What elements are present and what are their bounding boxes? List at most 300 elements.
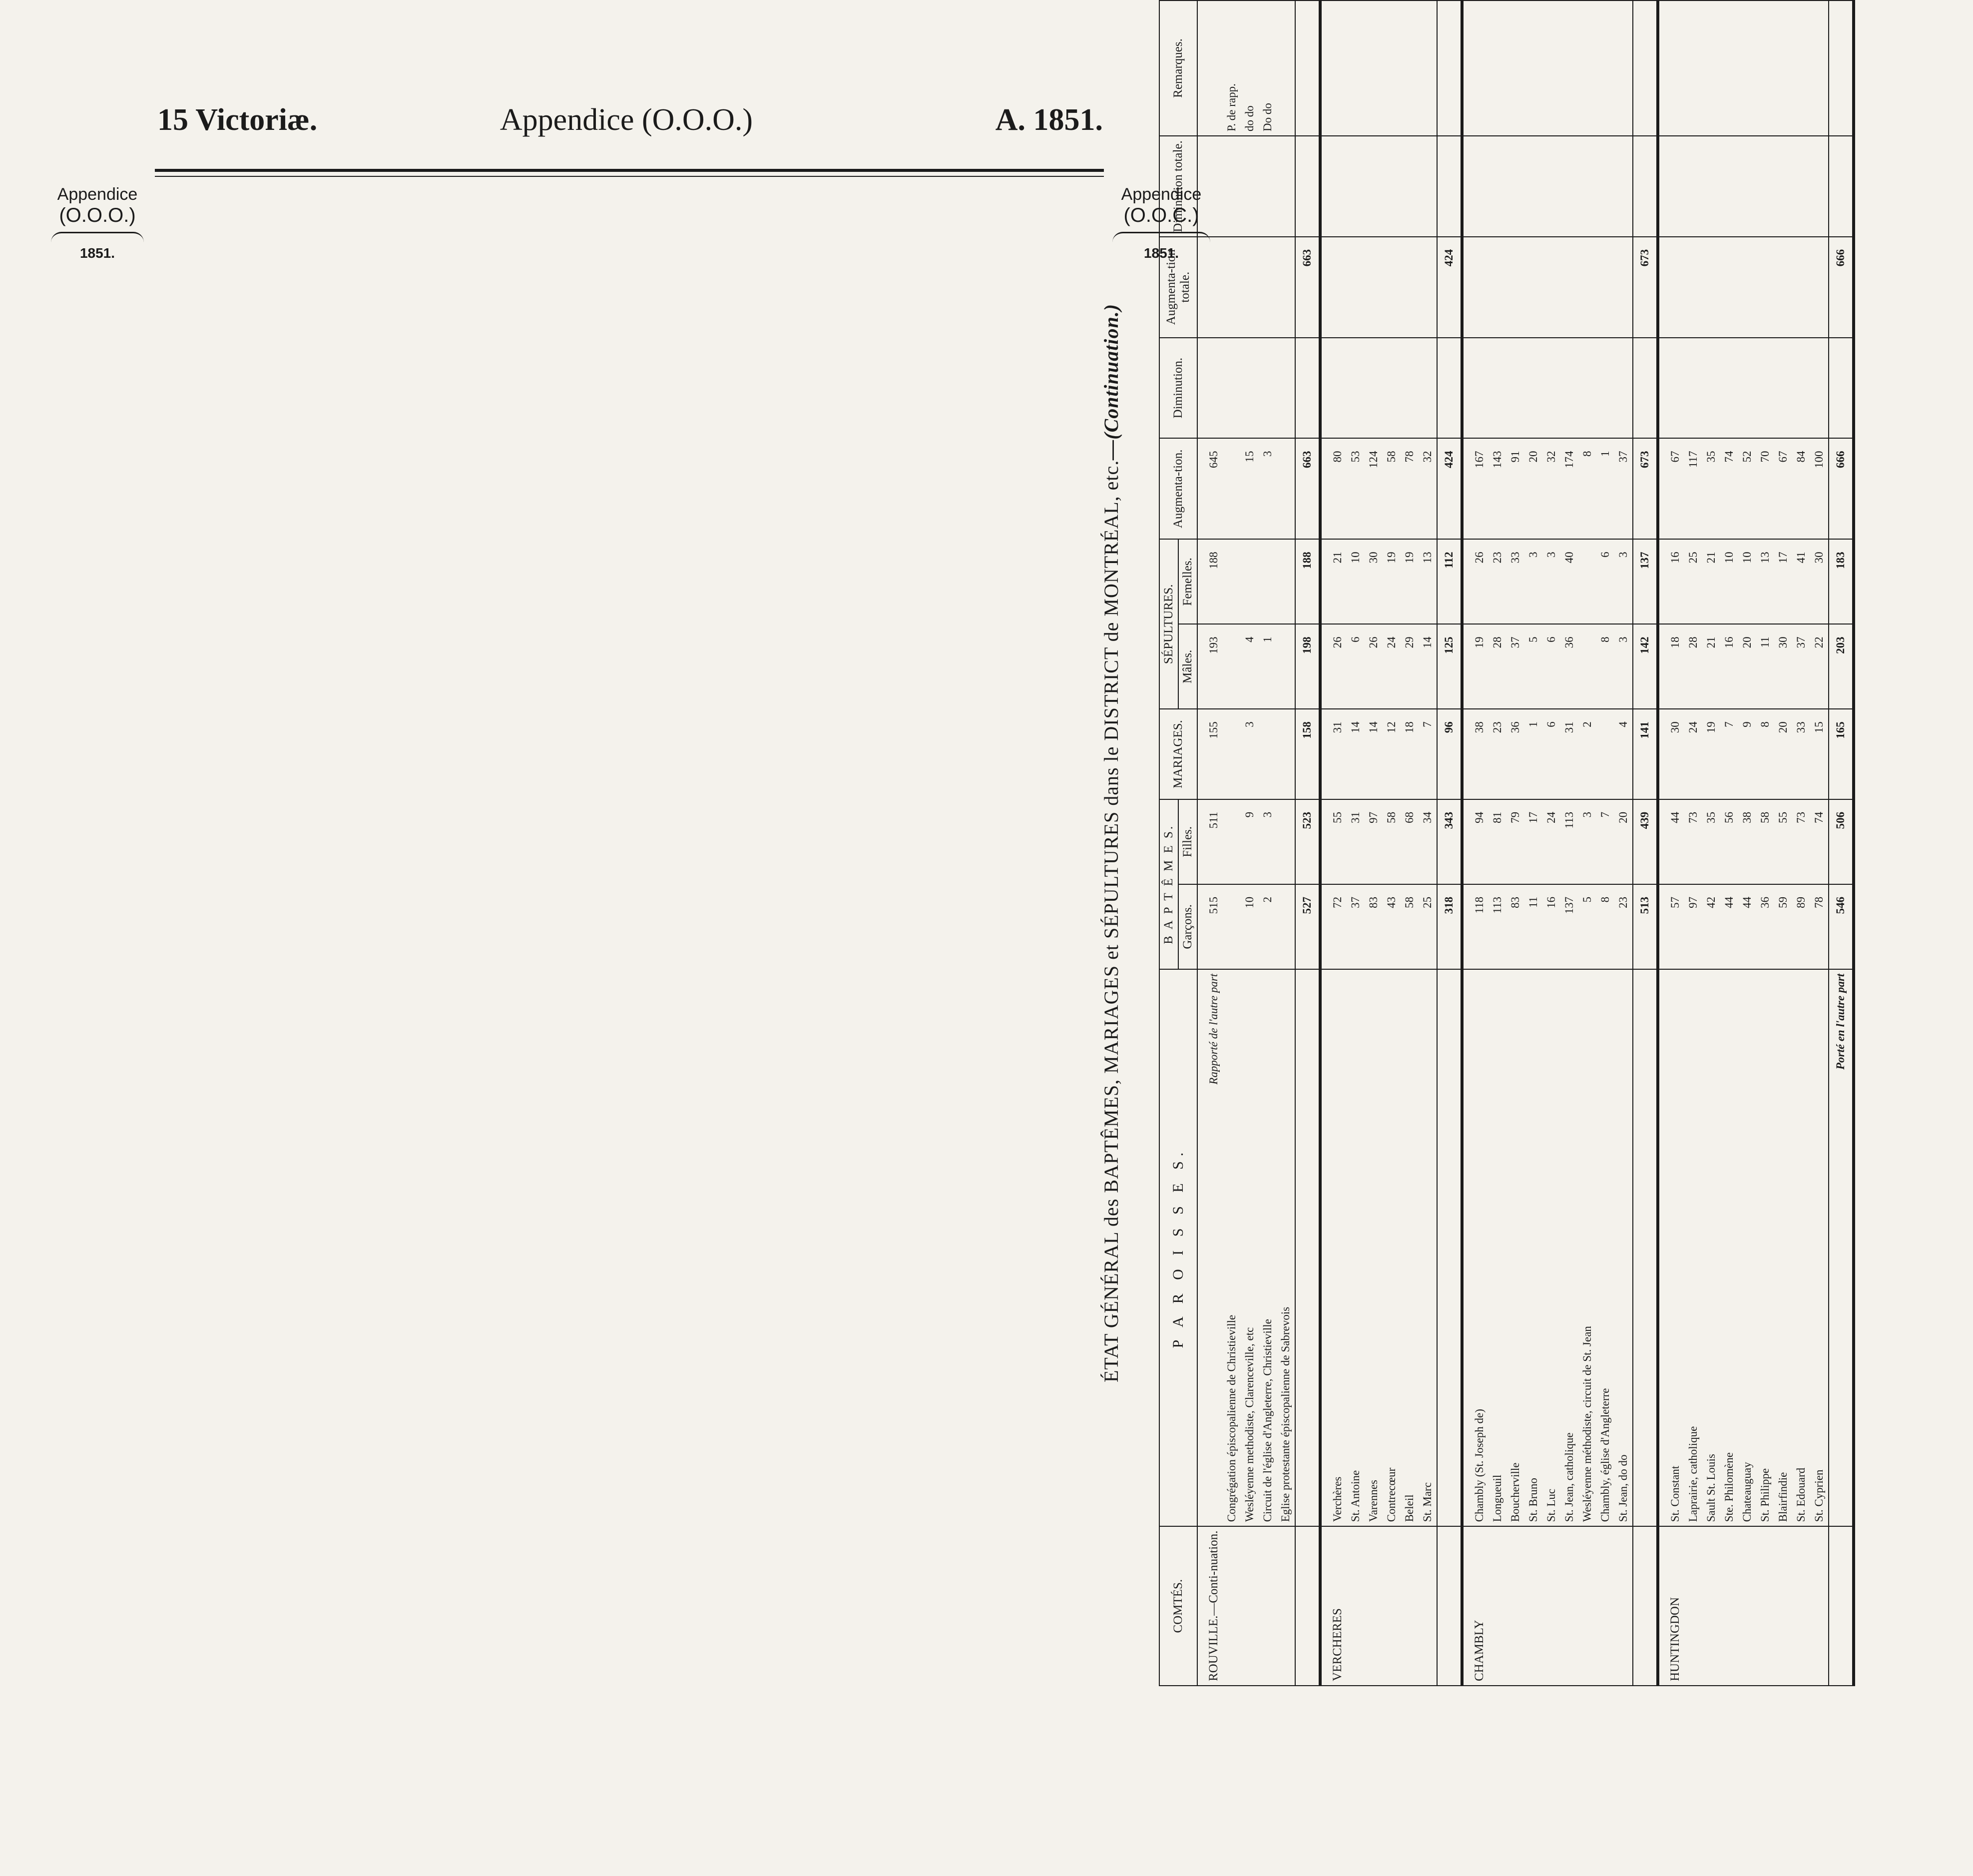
remark-cell: do do — [1241, 0, 1259, 136]
value-cell-dt — [1419, 136, 1437, 237]
county-cell — [1419, 1526, 1437, 1686]
value-cell-ma: 26 — [1365, 624, 1383, 709]
value-cell-fe: 3 — [1542, 539, 1560, 624]
value-cell-g: 2 — [1259, 884, 1277, 969]
value-cell-f: 97 — [1365, 799, 1383, 884]
table-row — [1401, 0, 1419, 1686]
table-row — [1756, 0, 1774, 1686]
county-cell: ROUVILLE.—Conti-nuation. — [1197, 1526, 1223, 1686]
value-cell-ma: 6 — [1542, 624, 1560, 709]
subtotal-cell-m: 165 — [1829, 709, 1854, 799]
county-cell — [1524, 1526, 1542, 1686]
subtotal-label-cell — [1633, 969, 1658, 1526]
value-cell-dt — [1277, 136, 1295, 237]
value-cell-au: 91 — [1506, 439, 1524, 540]
col-mariages: MARIAGES. — [1159, 709, 1197, 799]
table-body — [1197, 0, 1854, 1686]
value-cell-at — [1277, 237, 1295, 338]
margin-note-left — [45, 185, 150, 261]
col-males: Mâles. — [1178, 624, 1197, 709]
value-cell-di — [1419, 338, 1437, 439]
value-cell-fe: 21 — [1320, 539, 1347, 624]
value-cell-g: 37 — [1347, 884, 1365, 969]
value-cell-au: 67 — [1658, 439, 1684, 540]
value-cell-fe: 13 — [1419, 539, 1437, 624]
value-cell-at — [1810, 237, 1829, 338]
subtotal-cell-di — [1633, 338, 1658, 439]
subtotal-cell-ma: 142 — [1633, 624, 1658, 709]
value-cell-m: 155 — [1197, 709, 1223, 799]
value-cell-di — [1614, 338, 1633, 439]
value-cell-g: 23 — [1614, 884, 1633, 969]
subtotal-label-cell: Porté en l'autre part — [1829, 969, 1854, 1526]
value-cell-fe: 19 — [1401, 539, 1419, 624]
value-cell-m: 15 — [1810, 709, 1829, 799]
value-cell-at — [1320, 237, 1347, 338]
subtotal-cell-m: 141 — [1633, 709, 1658, 799]
value-cell-at — [1560, 237, 1578, 338]
table-row — [1347, 0, 1365, 1686]
value-cell-g: 58 — [1401, 884, 1419, 969]
value-cell-dt — [1223, 136, 1241, 237]
subtotal-cell-au: 663 — [1295, 439, 1320, 540]
parish-cell: St. Jean, do do — [1614, 969, 1633, 1526]
value-cell-au: 645 — [1197, 439, 1223, 540]
col-remarques: Remarques. — [1159, 0, 1197, 136]
subtotal-cell-at: 666 — [1829, 237, 1854, 338]
value-cell-f: 55 — [1320, 799, 1347, 884]
value-cell-at — [1702, 237, 1720, 338]
value-cell-au: 8 — [1578, 439, 1596, 540]
value-cell-at — [1419, 237, 1437, 338]
value-cell-dt — [1488, 136, 1506, 237]
value-cell-f — [1223, 799, 1241, 884]
value-cell-f: 68 — [1401, 799, 1419, 884]
value-cell-au: 35 — [1702, 439, 1720, 540]
value-cell-dt — [1756, 136, 1774, 237]
county-cell — [1488, 1526, 1506, 1686]
value-cell-at — [1401, 237, 1419, 338]
subtotal-cell-g: 513 — [1633, 884, 1658, 969]
subtotal-cell-m: 96 — [1437, 709, 1462, 799]
county-cell — [1792, 1526, 1810, 1686]
table-row — [1614, 0, 1633, 1686]
value-cell-di — [1578, 338, 1596, 439]
margin-right-line1: Appendice — [1121, 185, 1202, 204]
value-cell-g: 97 — [1684, 884, 1702, 969]
value-cell-at — [1506, 237, 1524, 338]
value-cell-f: 35 — [1702, 799, 1720, 884]
value-cell-f: 38 — [1738, 799, 1756, 884]
value-cell-ma: 29 — [1401, 624, 1419, 709]
value-cell-au: 15 — [1241, 439, 1259, 540]
value-cell-ma — [1578, 624, 1596, 709]
value-cell-m — [1277, 709, 1295, 799]
subtotal-cell-ma: 203 — [1829, 624, 1854, 709]
value-cell-ma: 36 — [1560, 624, 1578, 709]
value-cell-ma: 26 — [1320, 624, 1347, 709]
value-cell-di — [1542, 338, 1560, 439]
table-wrapper — [1159, 0, 1973, 1686]
value-cell-f: 3 — [1259, 799, 1277, 884]
value-cell-au: 84 — [1792, 439, 1810, 540]
value-cell-ma: 6 — [1347, 624, 1365, 709]
subtotal-cell-fe: 112 — [1437, 539, 1462, 624]
subtotal-cell-at: 424 — [1437, 237, 1462, 338]
value-cell-dt — [1810, 136, 1829, 237]
value-cell-au: 32 — [1419, 439, 1437, 540]
table-row — [1524, 0, 1542, 1686]
value-cell-m: 14 — [1365, 709, 1383, 799]
value-cell-m — [1259, 709, 1277, 799]
margin-left-brace — [51, 232, 144, 242]
remark-cell — [1720, 0, 1738, 136]
table-row — [1702, 0, 1720, 1686]
value-cell-dt — [1560, 136, 1578, 237]
value-cell-dt — [1792, 136, 1810, 237]
subtotal-cell-dt — [1633, 136, 1658, 237]
value-cell-ma: 24 — [1383, 624, 1401, 709]
value-cell-f: 55 — [1774, 799, 1792, 884]
remark-cell — [1756, 0, 1774, 136]
value-cell-di — [1658, 338, 1684, 439]
value-cell-m: 7 — [1720, 709, 1738, 799]
value-cell-at — [1596, 237, 1614, 338]
county-cell: CHAMBLY — [1462, 1526, 1488, 1686]
subtotal-cell-au: 666 — [1829, 439, 1854, 540]
value-cell-fe: 30 — [1365, 539, 1383, 624]
table-row — [1223, 0, 1241, 1686]
parish-cell: Beleil — [1401, 969, 1419, 1526]
parish-cell: Sault St. Louis — [1702, 969, 1720, 1526]
value-cell-au: 67 — [1774, 439, 1792, 540]
header-appendix: Appendice (O.O.O.) — [499, 103, 753, 137]
value-cell-dt — [1738, 136, 1756, 237]
value-cell-g: 137 — [1560, 884, 1578, 969]
value-cell-di — [1506, 338, 1524, 439]
value-cell-ma — [1277, 624, 1295, 709]
subtotal-label-cell — [1437, 969, 1462, 1526]
county-cell — [1506, 1526, 1524, 1686]
parish-cell: Chambly, église d'Angleterre — [1596, 969, 1614, 1526]
value-cell-dt — [1596, 136, 1614, 237]
value-cell-m: 12 — [1383, 709, 1401, 799]
value-cell-di — [1462, 338, 1488, 439]
value-cell-at — [1347, 237, 1365, 338]
value-cell-m: 30 — [1658, 709, 1684, 799]
value-cell-fe: 3 — [1614, 539, 1633, 624]
subtotal-cell-g: 546 — [1829, 884, 1854, 969]
subtotal-cell-at: 663 — [1295, 237, 1320, 338]
table-row — [1419, 0, 1437, 1686]
parish-cell: Wesléyenne méthodiste, circuit de St. Jean — [1578, 969, 1596, 1526]
value-cell-dt — [1320, 136, 1347, 237]
county-cell — [1401, 1526, 1419, 1686]
value-cell-f: 79 — [1506, 799, 1524, 884]
value-cell-fe: 30 — [1810, 539, 1829, 624]
table-row — [1320, 0, 1347, 1686]
remark-cell — [1792, 0, 1810, 136]
col-paroisses: P A R O I S S E S. — [1159, 969, 1197, 1526]
value-cell-fe: 13 — [1756, 539, 1774, 624]
value-cell-fe: 10 — [1347, 539, 1365, 624]
subtotal-label-cell — [1295, 969, 1320, 1526]
value-cell-dt — [1684, 136, 1702, 237]
subtotal-cell-fe: 137 — [1633, 539, 1658, 624]
value-cell-ma: 193 — [1197, 624, 1223, 709]
remark-cell: Do do — [1259, 0, 1277, 136]
value-cell-g: 5 — [1578, 884, 1596, 969]
value-cell-at — [1614, 237, 1633, 338]
parish-cell: St. Antoine — [1347, 969, 1365, 1526]
value-cell-di — [1401, 338, 1419, 439]
parish-cell: St. Jean, catholique — [1560, 969, 1578, 1526]
col-augmentation: Augmenta-tion. — [1159, 439, 1197, 540]
county-cell — [1259, 1526, 1277, 1686]
value-cell-ma: 37 — [1506, 624, 1524, 709]
parish-cell: Circuit de l'église d'Angleterre, Christieville — [1259, 969, 1277, 1526]
header-rule-thin — [155, 176, 1104, 177]
value-cell-fe: 16 — [1658, 539, 1684, 624]
value-cell-au: 53 — [1347, 439, 1365, 540]
value-cell-di — [1810, 338, 1829, 439]
parish-cell: St. Cyprien — [1810, 969, 1829, 1526]
value-cell-fe: 33 — [1506, 539, 1524, 624]
remark-cell — [1462, 0, 1488, 136]
value-cell-f: 9 — [1241, 799, 1259, 884]
value-cell-m: 2 — [1578, 709, 1596, 799]
value-cell-f: 3 — [1578, 799, 1596, 884]
remark-cell — [1578, 0, 1596, 136]
value-cell-fe: 25 — [1684, 539, 1702, 624]
county-cell — [1223, 1526, 1241, 1686]
value-cell-fe: 188 — [1197, 539, 1223, 624]
parish-cell: Verchères — [1320, 969, 1347, 1526]
parish-cell: Congrégation épiscopalienne de Christieville — [1223, 969, 1241, 1526]
remark-cell — [1320, 0, 1347, 136]
value-cell-dt — [1774, 136, 1792, 237]
county-cell — [1365, 1526, 1383, 1686]
value-cell-f: 73 — [1792, 799, 1810, 884]
table-row — [1810, 0, 1829, 1686]
value-cell-m: 3 — [1241, 709, 1259, 799]
value-cell-ma: 11 — [1756, 624, 1774, 709]
subtotal-remark-cell — [1295, 0, 1320, 136]
county-cell — [1774, 1526, 1792, 1686]
value-cell-fe — [1578, 539, 1596, 624]
subtotal-cell-at: 673 — [1633, 237, 1658, 338]
value-cell-dt — [1462, 136, 1488, 237]
parish-cell: Varennes — [1365, 969, 1383, 1526]
value-cell-di — [1596, 338, 1614, 439]
value-cell-m: 14 — [1347, 709, 1365, 799]
remark-cell — [1401, 0, 1419, 136]
value-cell-dt — [1702, 136, 1720, 237]
value-cell-au: 58 — [1383, 439, 1401, 540]
table-row — [1277, 0, 1295, 1686]
parish-cell: St. Marc — [1419, 969, 1437, 1526]
value-cell-g: 8 — [1596, 884, 1614, 969]
parish-cell: St. Luc — [1542, 969, 1560, 1526]
value-cell-dt — [1542, 136, 1560, 237]
remark-cell — [1774, 0, 1792, 136]
value-cell-g: 78 — [1810, 884, 1829, 969]
value-cell-at — [1383, 237, 1401, 338]
remark-cell — [1488, 0, 1506, 136]
value-cell-ma: 16 — [1720, 624, 1738, 709]
value-cell-fe: 26 — [1462, 539, 1488, 624]
value-cell-di — [1259, 338, 1277, 439]
value-cell-ma: 8 — [1596, 624, 1614, 709]
value-cell-fe: 3 — [1524, 539, 1542, 624]
value-cell-f: 113 — [1560, 799, 1578, 884]
value-cell-f: 74 — [1810, 799, 1829, 884]
subtotal-row — [1633, 0, 1658, 1686]
value-cell-f: 511 — [1197, 799, 1223, 884]
table-row — [1488, 0, 1506, 1686]
value-cell-g: 42 — [1702, 884, 1720, 969]
col-femelles: Femelles. — [1178, 539, 1197, 624]
value-cell-fe: 21 — [1702, 539, 1720, 624]
value-cell-f: 17 — [1524, 799, 1542, 884]
value-cell-au: 37 — [1614, 439, 1633, 540]
value-cell-au: 100 — [1810, 439, 1829, 540]
value-cell-fe: 19 — [1383, 539, 1401, 624]
value-cell-m — [1223, 709, 1241, 799]
table-row — [1542, 0, 1560, 1686]
subtotal-county-cell — [1829, 1526, 1854, 1686]
value-cell-au — [1277, 439, 1295, 540]
value-cell-ma: 37 — [1792, 624, 1810, 709]
value-cell-dt — [1506, 136, 1524, 237]
subtotal-row — [1829, 0, 1854, 1686]
county-cell — [1756, 1526, 1774, 1686]
value-cell-au: 124 — [1365, 439, 1383, 540]
subtotal-remark-cell — [1829, 0, 1854, 136]
col-diminution: Diminution. — [1159, 338, 1197, 439]
col-filles: Filles. — [1178, 799, 1197, 884]
value-cell-g: 25 — [1419, 884, 1437, 969]
value-cell-g: 89 — [1792, 884, 1810, 969]
value-cell-dt — [1401, 136, 1419, 237]
value-cell-au: 174 — [1560, 439, 1578, 540]
county-cell: VERCHERES — [1320, 1526, 1347, 1686]
value-cell-au: 117 — [1684, 439, 1702, 540]
margin-left-line1: Appendice — [57, 185, 138, 204]
table-row — [1578, 0, 1596, 1686]
value-cell-at — [1774, 237, 1792, 338]
parish-cell: Laprairie, catholique — [1684, 969, 1702, 1526]
value-cell-at — [1658, 237, 1684, 338]
col-comtes: COMTÉS. — [1159, 1526, 1197, 1686]
value-cell-m: 38 — [1462, 709, 1488, 799]
value-cell-g: 515 — [1197, 884, 1223, 969]
value-cell-di — [1684, 338, 1702, 439]
value-cell-di — [1792, 338, 1810, 439]
value-cell-dt — [1720, 136, 1738, 237]
value-cell-f: 7 — [1596, 799, 1614, 884]
value-cell-at — [1720, 237, 1738, 338]
remark-cell — [1542, 0, 1560, 136]
value-cell-dt — [1578, 136, 1596, 237]
value-cell-ma: 4 — [1241, 624, 1259, 709]
value-cell-au: 167 — [1462, 439, 1488, 540]
subtotal-cell-f: 506 — [1829, 799, 1854, 884]
value-cell-m: 20 — [1774, 709, 1792, 799]
parish-cell: Rapporté de l'autre part — [1197, 969, 1223, 1526]
value-cell-au — [1223, 439, 1241, 540]
value-cell-m: 7 — [1419, 709, 1437, 799]
value-cell-ma: 28 — [1488, 624, 1506, 709]
subtotal-cell-fe: 188 — [1295, 539, 1320, 624]
value-cell-m: 24 — [1684, 709, 1702, 799]
value-cell-ma: 14 — [1419, 624, 1437, 709]
value-cell-dt — [1259, 136, 1277, 237]
subtotal-cell-fe: 183 — [1829, 539, 1854, 624]
margin-left-line2: (O.O.O.) — [59, 204, 136, 226]
table-row — [1506, 0, 1524, 1686]
table-row — [1462, 0, 1488, 1686]
col-sepultures: SÉPULTURES. — [1159, 539, 1178, 709]
value-cell-g: 118 — [1462, 884, 1488, 969]
value-cell-at — [1259, 237, 1277, 338]
value-cell-f: 73 — [1684, 799, 1702, 884]
value-cell-m: 8 — [1756, 709, 1774, 799]
remark-cell — [1365, 0, 1383, 136]
value-cell-at — [1542, 237, 1560, 338]
value-cell-g: 72 — [1320, 884, 1347, 969]
value-cell-at — [1792, 237, 1810, 338]
county-cell — [1383, 1526, 1401, 1686]
value-cell-at — [1488, 237, 1506, 338]
value-cell-at — [1462, 237, 1488, 338]
county-cell — [1738, 1526, 1756, 1686]
subtotal-row — [1295, 0, 1320, 1686]
value-cell-au: 1 — [1596, 439, 1614, 540]
value-cell-fe: 40 — [1560, 539, 1578, 624]
subtotal-cell-di — [1437, 338, 1462, 439]
table-row — [1197, 0, 1223, 1686]
subtotal-cell-ma: 198 — [1295, 624, 1320, 709]
value-cell-m: 31 — [1320, 709, 1347, 799]
value-cell-au: 3 — [1259, 439, 1277, 540]
value-cell-g: 11 — [1524, 884, 1542, 969]
value-cell-fe: 6 — [1596, 539, 1614, 624]
value-cell-ma: 22 — [1810, 624, 1829, 709]
value-cell-di — [1320, 338, 1347, 439]
value-cell-f — [1277, 799, 1295, 884]
value-cell-at — [1684, 237, 1702, 338]
subtotal-cell-au: 673 — [1633, 439, 1658, 540]
county-cell — [1560, 1526, 1578, 1686]
value-cell-ma: 28 — [1684, 624, 1702, 709]
county-cell — [1596, 1526, 1614, 1686]
value-cell-f: 58 — [1383, 799, 1401, 884]
value-cell-m: 6 — [1542, 709, 1560, 799]
parish-cell: Ste. Philomène — [1720, 969, 1738, 1526]
value-cell-f: 24 — [1542, 799, 1560, 884]
value-cell-f: 81 — [1488, 799, 1506, 884]
value-cell-di — [1223, 338, 1241, 439]
remark-cell — [1702, 0, 1720, 136]
subtotal-cell-di — [1829, 338, 1854, 439]
value-cell-g: 83 — [1506, 884, 1524, 969]
value-cell-au: 52 — [1738, 439, 1756, 540]
county-cell — [1720, 1526, 1738, 1686]
registry-table — [1159, 0, 1855, 1686]
table-row — [1684, 0, 1702, 1686]
value-cell-fe: 17 — [1774, 539, 1792, 624]
